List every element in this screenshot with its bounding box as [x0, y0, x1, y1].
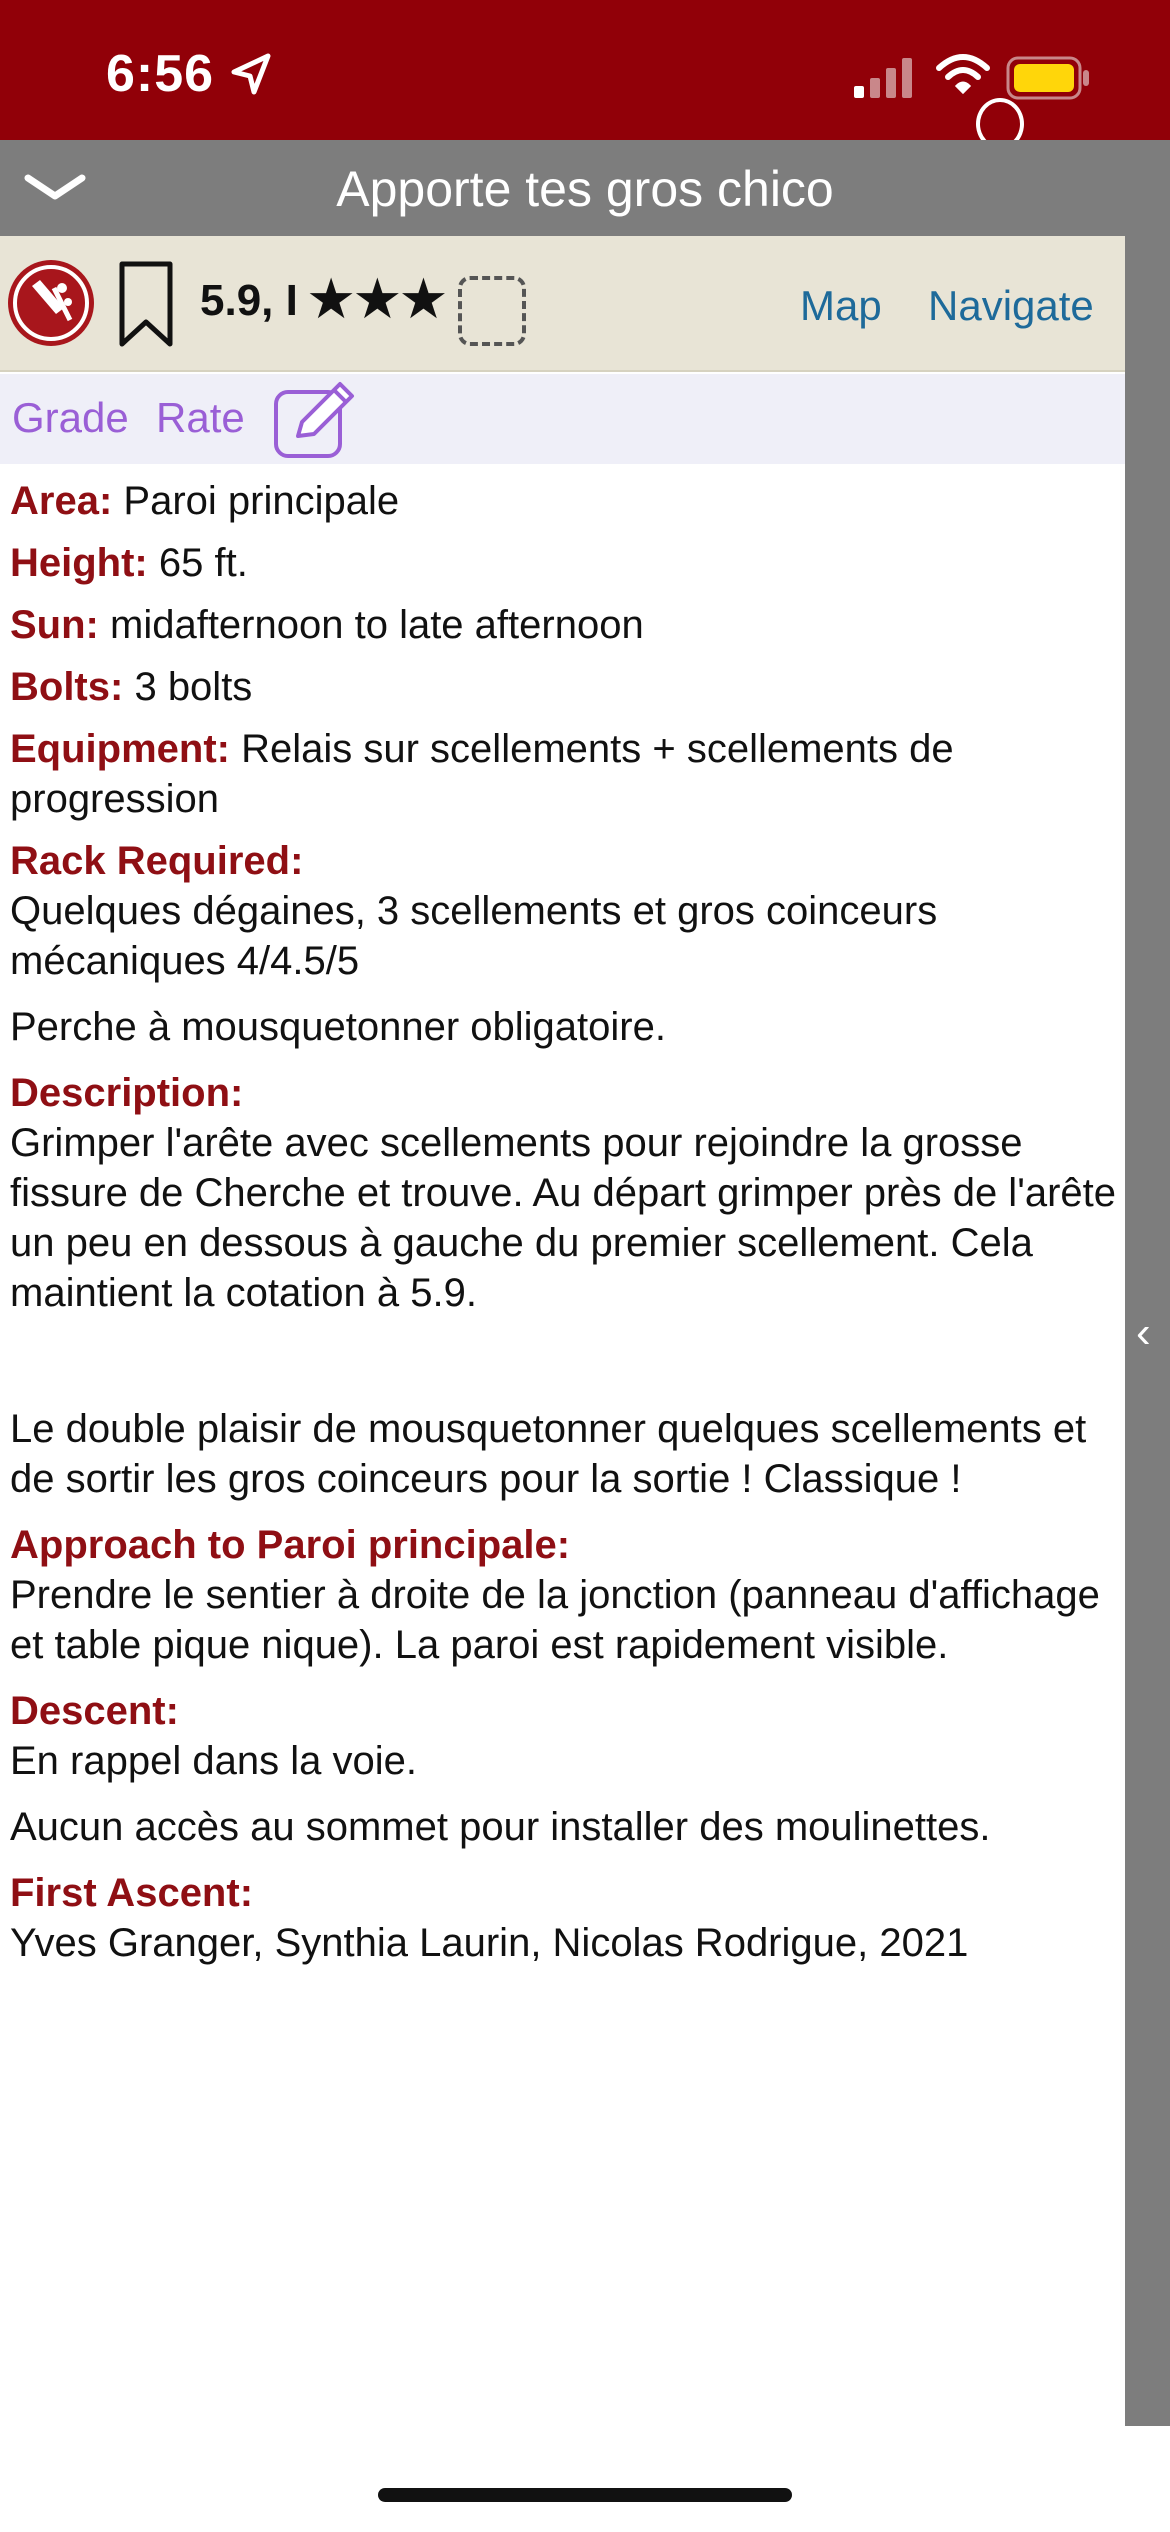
- sun-row: [10, 600, 1120, 650]
- description-text-2: Le double plaisir de mousquetonner quelques scellements et de sortir les gros coinceurs pour la sortie ! Classique !: [10, 1407, 1087, 1501]
- height-value: 65 ft.: [158, 541, 248, 585]
- wifi-icon: [935, 52, 991, 96]
- bolts-value: 3 bolts: [134, 665, 253, 709]
- descent-note: Aucun accès au sommet pour installer des moulinettes.: [10, 1805, 991, 1849]
- page-title: Apporte tes gros chico: [336, 161, 834, 217]
- area-row: [10, 476, 1120, 526]
- chevron-left-icon[interactable]: ‹: [1136, 1308, 1151, 1357]
- bolts-label: Bolts:: [10, 665, 124, 709]
- navigation-bar: [0, 140, 1170, 236]
- descent-label: Descent:: [10, 1689, 179, 1733]
- rate-button[interactable]: Rate: [156, 394, 245, 441]
- actions-bar: [0, 374, 1125, 464]
- edit-pencil-icon[interactable]: [270, 378, 360, 462]
- bookmark-icon[interactable]: [116, 260, 176, 350]
- height-label: Height:: [10, 541, 148, 585]
- grade-button[interactable]: Grade: [12, 394, 129, 441]
- bolts-row: [10, 662, 1120, 712]
- rack-note: Perche à mousquetonner obligatoire.: [10, 1005, 666, 1049]
- sun-label: Sun:: [10, 603, 99, 647]
- home-indicator[interactable]: [378, 2488, 792, 2502]
- equipment-label: Equipment:: [10, 727, 230, 771]
- route-toolbar: [0, 236, 1125, 372]
- approach-label: Approach to Paroi principale:: [10, 1523, 571, 1567]
- battery-icon: [1006, 56, 1092, 100]
- rack-value: Quelques dégaines, 3 scellements et gros coinceurs mécaniques 4/4.5/5: [10, 889, 938, 983]
- height-row: [10, 538, 1120, 588]
- equipment-value: Relais sur scellements + scellements de progression: [10, 727, 954, 821]
- status-bar: [0, 0, 1170, 140]
- map-link[interactable]: Map: [800, 282, 882, 329]
- navigate-link[interactable]: Navigate: [928, 282, 1094, 329]
- approach-text: Prendre le sentier à droite de la jonction (panneau d'affichage et table pique nique). La paroi est rapidement visible.: [10, 1573, 1100, 1667]
- route-type-icon: [4, 256, 98, 350]
- tick-checkbox-icon[interactable]: [458, 276, 526, 346]
- equipment-row: [10, 724, 1120, 824]
- description-text: Grimper l'arête avec scellements pour rejoindre la grosse fissure de Cherche et trouve. Au départ grimper près de l'arête un peu en dessous à gauche du premier scellement. Cela maintient la cotation à 5.9.: [10, 1121, 1116, 1315]
- rack-label: Rack Required:: [10, 839, 304, 883]
- first-ascent-text: Yves Granger, Synthia Laurin, Nicolas Rodrigue, 2021: [10, 1921, 969, 1965]
- status-time: 6:56: [106, 45, 215, 103]
- route-grade: 5.9, I: [200, 276, 298, 325]
- first-ascent-label: First Ascent:: [10, 1871, 254, 1915]
- descent-text: En rappel dans la voie.: [10, 1739, 417, 1783]
- location-arrow-icon: [228, 52, 274, 98]
- area-value: Paroi principale: [123, 479, 400, 523]
- star-rating: ★★★: [306, 267, 445, 330]
- route-details: [10, 476, 1120, 1984]
- area-label: Area:: [10, 479, 113, 523]
- sun-value: midafternoon to late afternoon: [110, 603, 644, 647]
- description-label: Description:: [10, 1071, 244, 1115]
- cellular-signal-icon: [852, 58, 916, 98]
